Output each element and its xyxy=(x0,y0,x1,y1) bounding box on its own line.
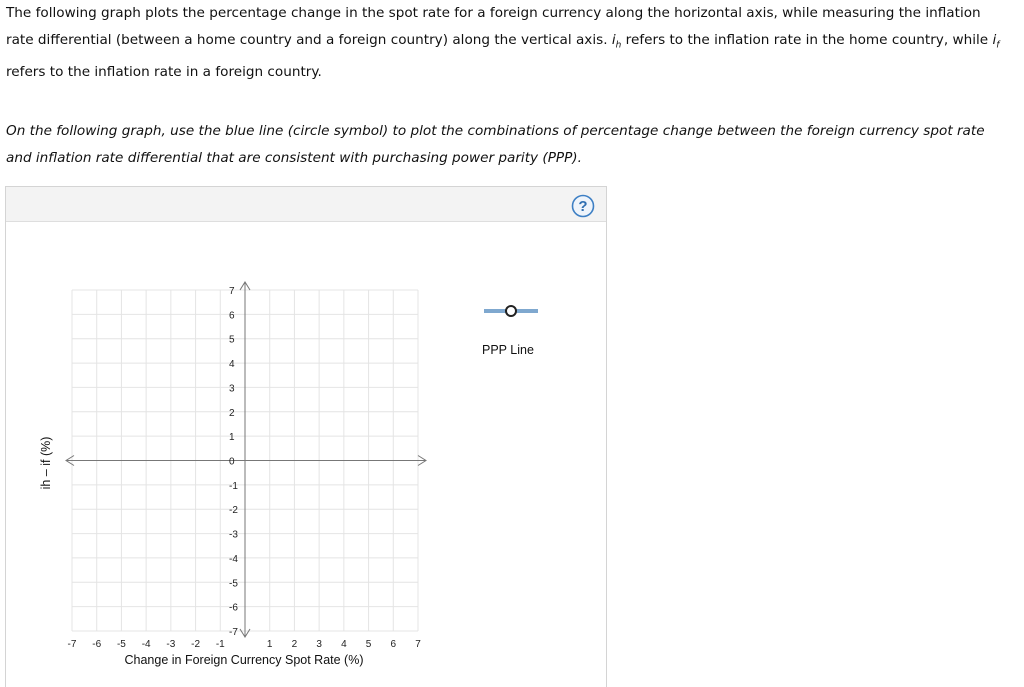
y-tick-label: 6 xyxy=(229,310,235,322)
x-tick-label: 5 xyxy=(365,639,372,650)
y-tick-label: 5 xyxy=(229,334,235,346)
x-tick-label: -6 xyxy=(92,639,102,650)
x-tick-label: -7 xyxy=(67,639,77,650)
svg-text:?: ? xyxy=(578,198,588,215)
x-tick-label: 3 xyxy=(316,639,322,650)
y-tick-label: -4 xyxy=(229,553,238,565)
legend-label: PPP Line xyxy=(482,343,534,357)
instruction-text: On the following graph, use the blue line (circle symbol) to plot the combinations of percentage change between the foreign currency spot rate and inflation rate differential that are consistent with purchasing power parity (PPP). xyxy=(6,123,985,166)
y-tick-label: 7 xyxy=(229,286,235,297)
y-tick-label: 3 xyxy=(229,383,235,395)
y-tick-label: -6 xyxy=(229,602,238,614)
y-axis-label: ih – if (%) xyxy=(39,436,53,490)
x-tick-label: -1 xyxy=(215,639,225,650)
x-axis-label: Change in Foreign Currency Spot Rate (%) xyxy=(124,653,364,667)
chart-svg[interactable] xyxy=(6,187,606,682)
y-tick-label: 4 xyxy=(229,359,235,371)
ppp-line-tool[interactable] xyxy=(484,301,540,321)
y-tick-label: -1 xyxy=(229,480,238,492)
x-tick-label: 7 xyxy=(415,639,421,650)
x-tick-label: -2 xyxy=(191,639,201,650)
y-tick-label: 2 xyxy=(229,407,235,419)
y-tick-label: -2 xyxy=(229,505,238,517)
y-tick-label: -7 xyxy=(229,627,238,638)
x-tick-label: 1 xyxy=(266,639,273,650)
x-tick-label: -4 xyxy=(141,639,151,650)
chart-axes xyxy=(66,282,426,637)
circle-icon xyxy=(506,306,516,316)
y-tick-label: 1 xyxy=(229,432,235,444)
x-tick-label: -3 xyxy=(166,639,176,650)
y-tick-label: -3 xyxy=(229,529,238,541)
x-tick-label: 2 xyxy=(291,639,298,650)
x-tick-label: -5 xyxy=(116,639,126,650)
y-tick-label: -5 xyxy=(229,578,238,590)
x-tick-label: 6 xyxy=(390,639,397,650)
graph-panel xyxy=(5,186,607,687)
y-tick-label: 0 xyxy=(229,456,235,468)
intro-text: The following graph plots the percentage change in the spot rate for a foreign currency along the horizontal axis, while measuring the inflation rate differential (between a home country and a foreign country) along the vertical axis. $i_h$ refers to the inflation rate in the home country, while $i_f$ refers to the inflation rate in a foreign country. xyxy=(6,5,1000,80)
x-tick-label: 4 xyxy=(341,639,347,650)
